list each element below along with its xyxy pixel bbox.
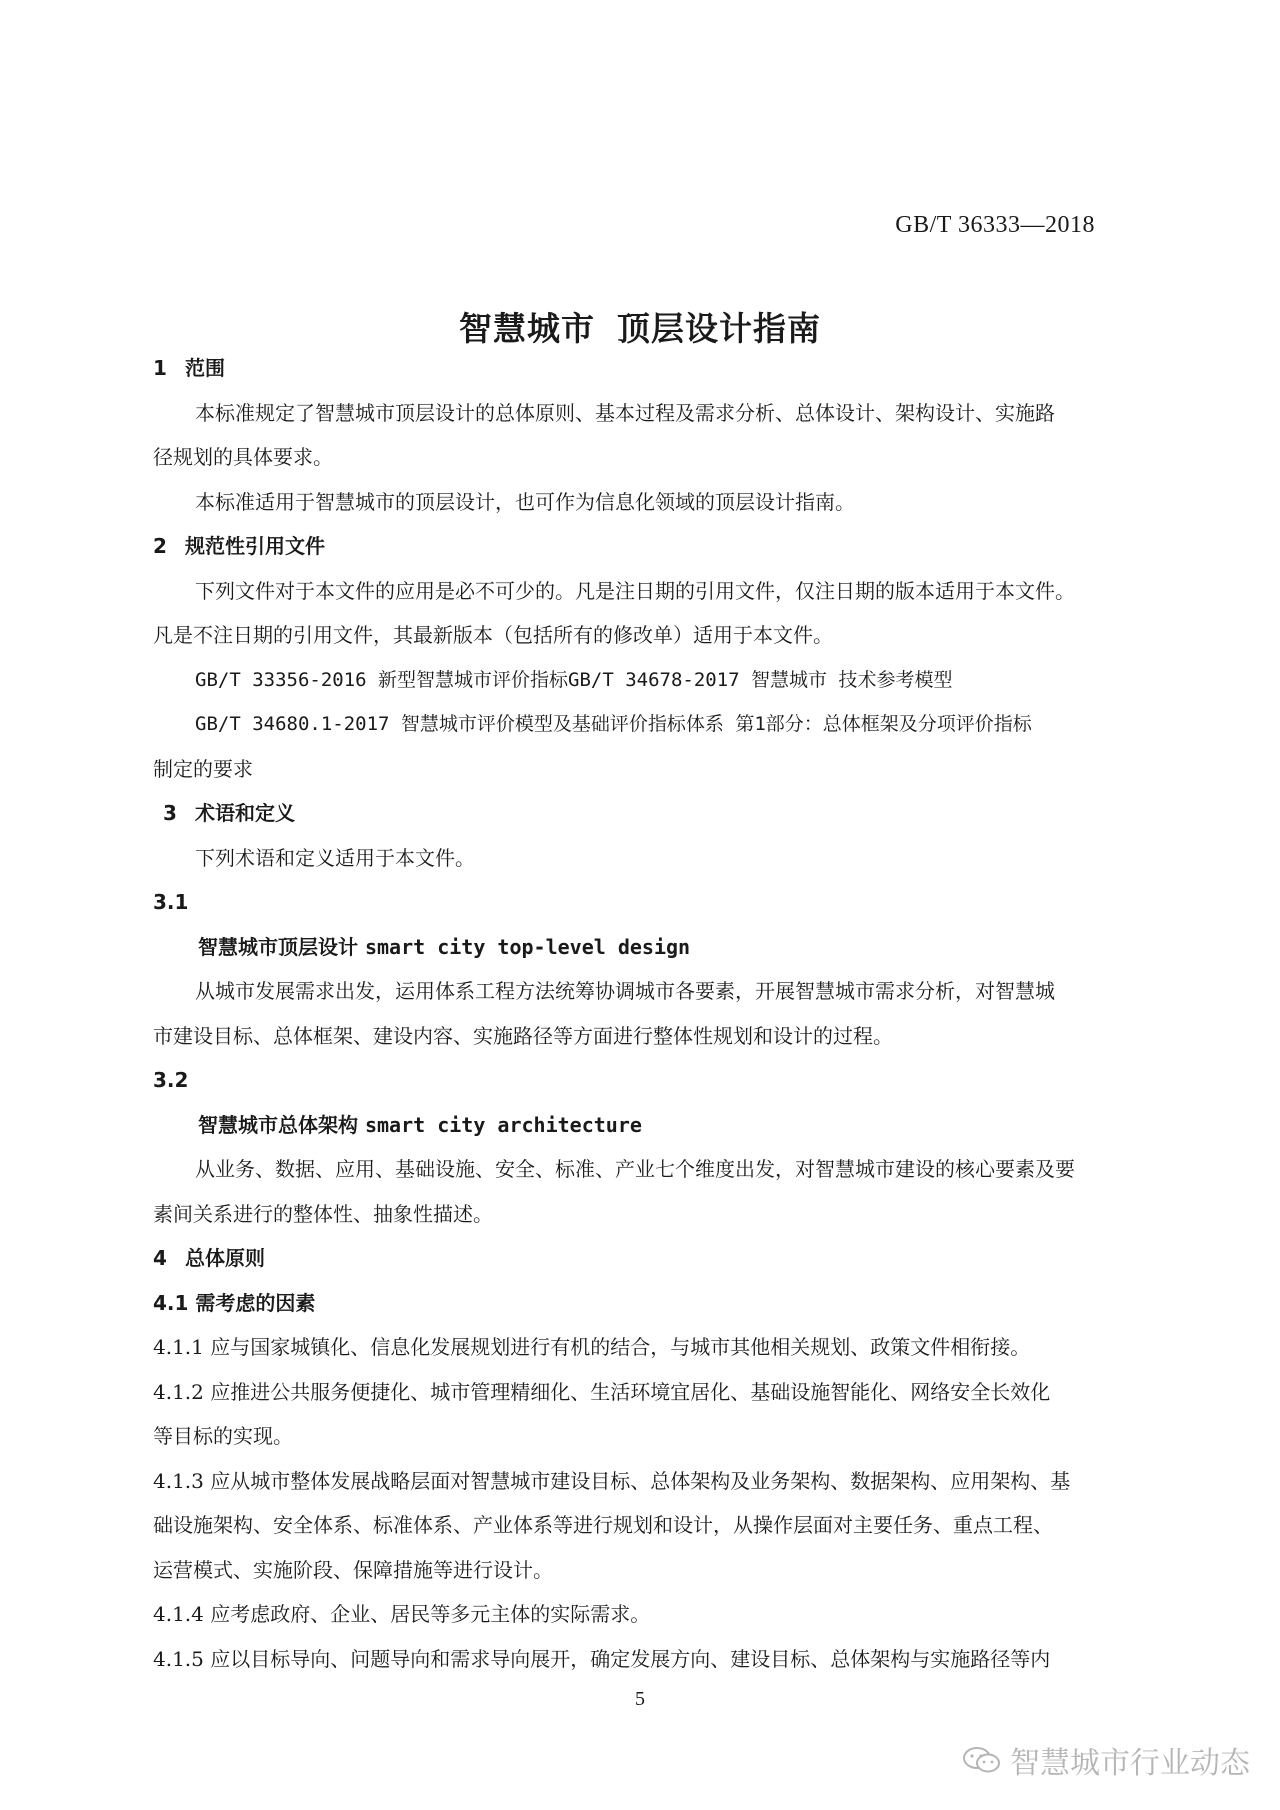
paragraph: 本标准规定了智慧城市顶层设计的总体原则、基本过程及需求分析、总体设计、架构设计、实施路 [195, 400, 1055, 425]
watermark [962, 1738, 1250, 1782]
term-heading [153, 925, 1138, 970]
term-number: 3.2 [153, 1068, 189, 1092]
reference-item: GB/T 33356-2016 新型智慧城市评价指标GB/T 34678-2017 智慧城市 技术参考模型 [195, 668, 953, 691]
subsection-title: 需考虑的因素 [195, 1290, 316, 1315]
section-heading-4 [153, 1236, 1138, 1281]
term-definition: 从业务、数据、应用、基础设施、安全、标准、产业七个维度出发，对智慧城市建设的核心要素及要 [195, 1157, 1075, 1181]
document-title [0, 303, 1280, 350]
term-number: 3.1 [153, 890, 189, 914]
paragraph: 本标准适用于智慧城市的顶层设计，也可作为信息化领域的顶层设计指南。 [195, 489, 855, 514]
term-chinese: 智慧城市顶层设计 [198, 934, 358, 959]
reference-item-continued: 制定的要求 [153, 756, 253, 781]
standard-number: GB/T 36333—2018 [895, 212, 1095, 238]
paragraph-continued: 凡是不注日期的引用文件，其最新版本（包括所有的修改单）适用于本文件。 [153, 623, 833, 647]
wechat-icon [962, 1745, 1002, 1775]
term-definition: 从城市发展需求出发，运用体系工程方法统筹协调城市各要素，开展智慧城市需求分析，对智慧城 [195, 979, 1055, 1003]
clause-4-1-2: 4.1.2 应推进公共服务便捷化、城市管理精细化、生活环境宜居化、基础设施智能化、网络安全长效化 [153, 1379, 1051, 1404]
subsection-number: 4.1 [153, 1290, 189, 1315]
title-part-1: 智慧城市 [459, 309, 595, 348]
paragraph: 下列文件对于本文件的应用是必不可少的。凡是注日期的引用文件，仅注日期的版本适用于本文件。 [195, 578, 1075, 603]
section-number: 3 [163, 801, 177, 825]
section-heading-3 [153, 791, 1138, 836]
reference-item: GB/T 34680.1-2017 智慧城市评价模型及基础评价指标体系 第1部分：总体框架及分项评价指标 [195, 713, 1032, 735]
term-heading [153, 1103, 1138, 1148]
section-title: 术语和定义 [195, 801, 295, 825]
document-body [153, 346, 1138, 1681]
clause-continued: 运营模式、实施阶段、保障措施等进行设计。 [153, 1557, 553, 1582]
section-title: 规范性引用文件 [185, 534, 325, 558]
clause-4-1-3: 4.1.3 应从城市整体发展战略层面对智慧城市建设目标、总体架构及业务架构、数据架构、应用架构、基 [153, 1468, 1071, 1493]
section-title: 总体原则 [185, 1246, 265, 1270]
term-english: smart city top-level design [364, 934, 691, 959]
section-title: 范围 [185, 356, 225, 380]
term-english: smart city architecture [364, 1112, 642, 1137]
term-definition-continued: 素间关系进行的整体性、抽象性描述。 [153, 1201, 493, 1226]
section-number: 1 [153, 356, 167, 380]
clause-4-1-4: 4.1.4 应考虑政府、企业、居民等多元主体的实际需求。 [153, 1602, 651, 1626]
section-heading-1 [153, 346, 1138, 391]
term-definition-continued: 市建设目标、总体框架、建设内容、实施路径等方面进行整体性规划和设计的过程。 [153, 1023, 893, 1048]
title-part-2: 顶层设计指南 [617, 309, 821, 348]
term-chinese: 智慧城市总体架构 [198, 1112, 358, 1137]
clause-4-1-5: 4.1.5 应以目标导向、问题导向和需求导向展开，确定发展方向、建设目标、总体架构与实施路径等内 [153, 1646, 1051, 1671]
paragraph: 下列术语和定义适用于本文件。 [195, 845, 475, 870]
section-heading-2 [153, 524, 1138, 569]
watermark-text: 智慧城市行业动态 [1010, 1746, 1250, 1781]
page-number: 5 [635, 1688, 645, 1710]
clause-continued: 等目标的实现。 [153, 1424, 293, 1448]
clause-continued: 础设施架构、安全体系、标准体系、产业体系等进行规划和设计，从操作层面对主要任务、重点工程、 [153, 1513, 1053, 1537]
paragraph-continued: 径规划的具体要求。 [153, 445, 333, 469]
section-number: 4 [153, 1246, 167, 1270]
subsection-heading-4-1 [153, 1281, 1138, 1326]
section-number: 2 [153, 534, 167, 558]
clause-4-1-1: 4.1.1 应与国家城镇化、信息化发展规划进行有机的结合，与城市其他相关规划、政策文件相衔接。 [153, 1335, 1031, 1359]
